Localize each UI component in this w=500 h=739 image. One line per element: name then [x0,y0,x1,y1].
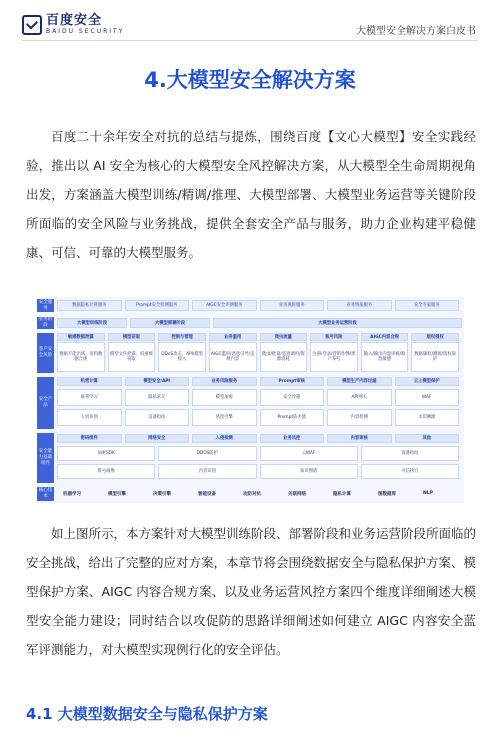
row-label-stage: 业务阶段 [38,317,53,328]
base-item: DDOS防护 [158,446,256,461]
product-item: 隐私求交 [125,389,190,406]
product-item: 人机识别 [57,409,122,426]
base-title: 内容审核 [327,434,392,443]
header-divider [22,40,478,41]
solution-architecture-diagram [37,297,464,503]
summary-paragraph: 如上图所示，本方案针对大模型训练阶段、部署阶段和业务运营阶段所面临的安全挑战，给出了完整的应对方案，本章节将会围绕数据安全与隐私保护方案、模型保护方案、AIGC 内容合规方案、以及业务运营风控方案四个维度详细阐述大模型安全能力建设；同时结合以攻促防的思路详细阐述如何建立 AIGC 内容安全蓝军评测能力，对大模型实现例行化的安全评估。 [26,526,477,657]
base-title: 业务风控 [260,434,325,443]
shield-icon [22,15,42,35]
risk-title: 控制与管理 [158,333,206,341]
risk-detail: 数据确权/溯源/版权保护 [411,342,459,372]
row-label-base: 安全能力基础组件 [37,433,54,483]
service-cell: AIGC安全评测服务 [192,300,257,311]
core-tech-item: 决策引擎 [153,492,171,497]
base-item: 云WAF [260,446,358,461]
risk-title: AIGC内容合规 [361,333,409,341]
base-item: 内容识别 [158,464,256,479]
product-item: 安全沙箱 [260,389,325,406]
product-title: Prompt审核 [260,377,325,386]
row-label-core: 核心技术 [38,488,53,499]
product-item: 模型加密 [192,389,257,406]
product-title: 业务风险服务 [192,377,257,386]
product-item: 内容检测 [327,409,392,426]
service-cell: 数据隐私计算服务 [57,300,122,311]
base-item: 账号画像 [57,464,155,479]
row-label-risk: 客户安全风险 [37,333,54,373]
service-cell: 安全专家服务 [395,300,460,311]
intro-paragraph: 百度二十余年安全对抗的总结与提炼，围绕百度【文心大模型】安全实践经验，推出以 AI 安全为核心的大模型安全风控解决方案，从大模型全生命周期视角出发，方案涵盖大模型训练/精调/推理、大模型部署、大模型业务运营等关键阶段所面临的安全风险与业务挑战，提供全套安全产品与服务，助力企业构建平稳健康、可信、可靠的大模型服务。 [26,129,476,260]
product-item: API网关 [327,389,392,406]
service-cell: Prompt安全检测服务 [125,300,190,311]
stage-cell: 大模型部署阶段 [130,318,210,328]
core-tech-item: 机器学习 [63,492,81,497]
risk-detail: DDoS攻击，API/模型接入 [158,342,206,372]
product-item: 联邦学习 [57,389,122,406]
row-label-service: 安全服务 [38,299,53,311]
risk-title: 敏感数据泄露 [57,333,105,341]
base-item: 可信执行 [361,464,459,479]
product-item: 水印溯源 [395,409,460,426]
core-tech-item: 图数据库 [378,492,396,497]
product-item: WAF [395,389,460,406]
product-item: 风控引擎 [192,409,257,426]
page-header [0,0,500,46]
logo-sub-text: BAIDU SECURITY [46,28,125,35]
risk-title: 爬虫流量 [260,333,308,341]
base-item: 设备指纹 [361,446,459,461]
product-title: 机密计算 [57,377,122,386]
product-title: 云上模型保护 [395,377,460,386]
risk-title: 模型窃取 [108,333,156,341]
core-tech-item: NLP [423,491,433,496]
base-title: 入侵检测 [192,434,257,443]
base-title: 其他 [395,434,460,443]
document-title: 大模型安全解决方案白皮书 [356,26,476,37]
risk-detail: 爬虫/批量/恶意调用/资源消耗 [260,342,308,372]
risk-detail: 注册/登录/营销作弊/黑产养号 [310,342,358,372]
base-item: 知识图谱 [260,464,358,479]
base-title: 网络安全 [125,434,190,443]
risk-detail: 输入/输出内容审核/政治敏感 [361,342,409,372]
stage-cell: 大模型业务运营阶段 [213,318,462,328]
risk-detail: AIGC滥用/恶意引导/违规内容 [209,342,257,372]
product-item: Prompt防火墙 [260,409,325,426]
service-cell: 业务风险服务 [260,300,325,311]
core-tech-item: 攻防对抗 [243,492,261,497]
risk-detail: 模型文件泄露，权重被窃取 [108,342,156,372]
row-label-product: 安全产品 [37,377,54,429]
baidu-security-logo [22,14,124,36]
core-tech-item: 智能设备 [198,492,216,497]
chapter-title: 4.大模型安全解决方案 [144,68,356,92]
product-item: 设备指纹 [125,409,190,426]
risk-title: 账号风险 [310,333,358,341]
risk-detail: 数据不能出域，语料数据合规 [57,342,105,372]
logo-main-text: 百度安全 [46,13,103,28]
base-title: 密码组件 [57,434,122,443]
product-title: 模型生产内容过滤 [327,377,392,386]
section-title: 4.1 大模型数据安全与隐私保护方案 [26,705,268,723]
core-tech-item: 隐私计算 [333,492,351,497]
risk-title: 版权侵权 [411,333,459,341]
product-title: 模型安全/API [125,377,190,386]
stage-cell: 大模型训练阶段 [57,318,127,328]
service-cell: 业务情报服务 [327,300,392,311]
core-tech-item: 模型引擎 [108,492,126,497]
base-item: 加密SDK [57,446,155,461]
risk-title: 业务滥用 [209,333,257,341]
core-tech-item: 关联网络 [288,492,306,497]
